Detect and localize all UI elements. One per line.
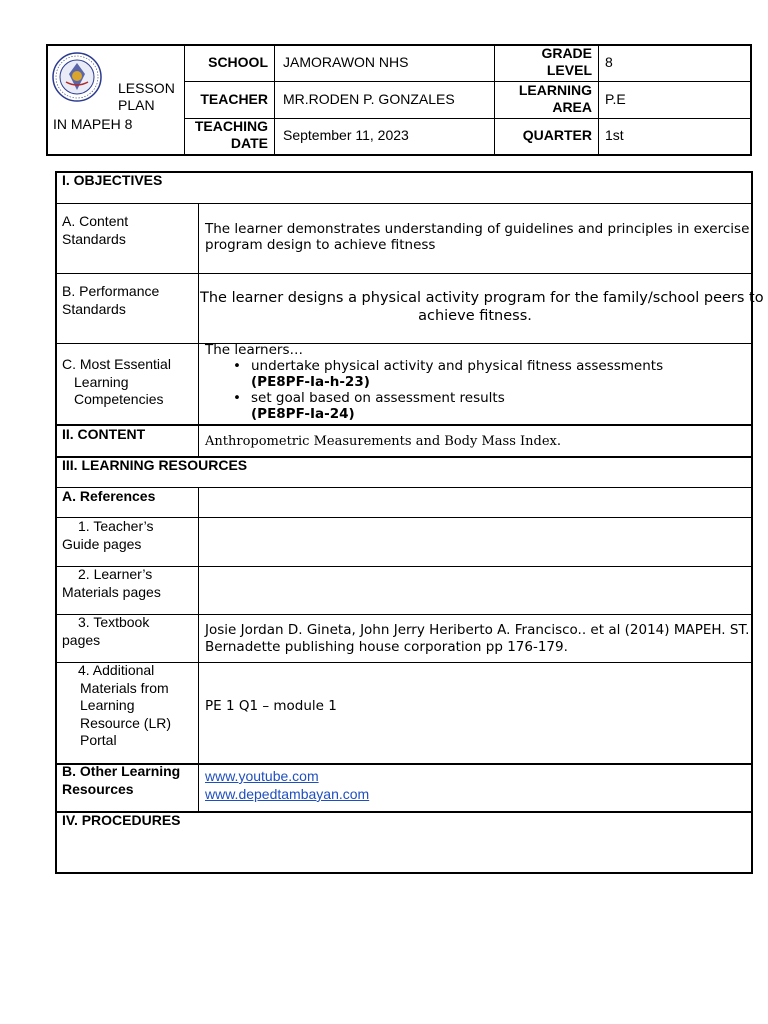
youtube-link[interactable]: www.youtube.com [205, 768, 319, 784]
school-value: JAMORAWON NHS [283, 54, 409, 70]
row-divider [55, 424, 753, 426]
other-resources-label-line-1: B. Other Learning [62, 763, 181, 779]
header-divider [598, 44, 599, 156]
header-row-divider [184, 81, 752, 82]
objectives-heading: I. OBJECTIVES [62, 172, 163, 188]
additional-materials-label-line-3: Learning [80, 697, 135, 713]
header-divider [184, 44, 185, 156]
header-row-divider [184, 118, 752, 119]
date-label-line-1: TEACHING [194, 118, 268, 134]
content-standards-text-line-1: The learner demonstrates understanding of guidelines and principles in exercise [205, 221, 750, 237]
area-label-line-2: AREA [552, 99, 592, 115]
additional-materials-text: PE 1 Q1 – module 1 [205, 698, 337, 714]
row-divider [55, 203, 753, 204]
resources-heading: III. LEARNING RESOURCES [62, 457, 248, 473]
grade-label-line-1: GRADE [541, 45, 592, 61]
textbook-text-line-1: Josie Jordan D. Gineta, John Jerry Heriberto A. Francisco.. et al (2014) MAPEH. ST. [205, 622, 750, 638]
row-divider [55, 517, 753, 518]
header-divider [274, 44, 275, 156]
learners-materials-label-line-2: Materials pages [62, 584, 161, 600]
references-label: A. References [62, 488, 156, 504]
additional-materials-label-line-1: 4. Additional [78, 662, 155, 678]
content-heading: II. CONTENT [62, 426, 146, 442]
textbook-label-line-2: pages [62, 632, 101, 648]
column-divider [198, 487, 199, 811]
teacher-value: MR.RODEN P. GONZALES [283, 91, 455, 107]
date-value: September 11, 2023 [283, 127, 409, 143]
mec-list [205, 358, 663, 422]
school-label: SCHOOL [208, 54, 268, 70]
deped-seal-icon [52, 52, 102, 102]
lesson-subtitle: IN MAPEH 8 [53, 116, 133, 132]
row-divider [55, 566, 753, 567]
additional-materials-label-line-5: Portal [80, 732, 117, 748]
mec-item [205, 390, 663, 422]
row-divider [55, 343, 753, 344]
grade-label-line-2: LEVEL [546, 62, 592, 78]
teachers-guide-label-line-1: 1. Teacher’s [78, 518, 154, 534]
content-standards-label-line-2: Standards [62, 231, 126, 247]
performance-standards-label-line-1: B. Performance [62, 283, 160, 299]
textbook-label-line-1: 3. Textbook [78, 614, 150, 630]
row-divider [55, 487, 753, 488]
content-standards-label-line-1: A. Content [62, 213, 129, 229]
column-divider [198, 203, 199, 456]
additional-materials-label-line-2: Materials from [80, 680, 169, 696]
learners-materials-label-line-1: 2. Learner’s [78, 566, 153, 582]
row-divider [55, 614, 753, 615]
mec-label-line-1: C. Most Essential [62, 356, 171, 372]
mec-intro: The learners… [205, 342, 303, 358]
quarter-value: 1st [605, 127, 624, 143]
mec-label-line-2: Learning [74, 374, 129, 390]
mec-item-text: • undertake physical activity and physical fitness assessments [251, 358, 664, 374]
other-resources-label-line-2: Resources [62, 781, 134, 797]
mec-label-line-3: Competencies [74, 391, 164, 407]
area-label-line-1: LEARNING [518, 82, 592, 98]
mec-item-code: (PE8PF-Ia-h-23) [251, 374, 370, 390]
teacher-label: TEACHER [200, 91, 268, 107]
procedures-heading: IV. PROCEDURES [62, 812, 181, 828]
content-text: Anthropometric Measurements and Body Mass Index. [205, 434, 561, 449]
additional-materials-label-line-4: Resource (LR) [80, 715, 172, 731]
area-value: P.E [605, 91, 626, 107]
lesson-title-line-1: LESSON [118, 80, 175, 96]
performance-standards-label-line-2: Standards [62, 301, 126, 317]
performance-standards-text-line-1: The learner designs a physical activity program for the family/school peers to [200, 290, 764, 306]
header-divider [494, 44, 495, 156]
content-standards-text-line-2: program design to achieve fitness [205, 237, 436, 253]
grade-value: 8 [605, 54, 613, 70]
performance-standards-text-line-2: achieve fitness. [418, 308, 532, 324]
date-label-line-2: DATE [230, 135, 268, 151]
teachers-guide-label-line-2: Guide pages [62, 536, 142, 552]
lesson-title-line-2: PLAN [118, 97, 155, 113]
quarter-label: QUARTER [522, 127, 592, 143]
depedtambayan-link[interactable]: www.depedtambayan.com [205, 786, 370, 802]
row-divider [55, 662, 753, 663]
textbook-text-line-2: Bernadette publishing house corporation pp 176-179. [205, 639, 568, 655]
mec-item-text: • set goal based on assessment results [251, 390, 505, 406]
row-divider [55, 273, 753, 274]
mec-item [205, 358, 663, 390]
mec-item-code: (PE8PF-Ia-24) [251, 406, 355, 422]
